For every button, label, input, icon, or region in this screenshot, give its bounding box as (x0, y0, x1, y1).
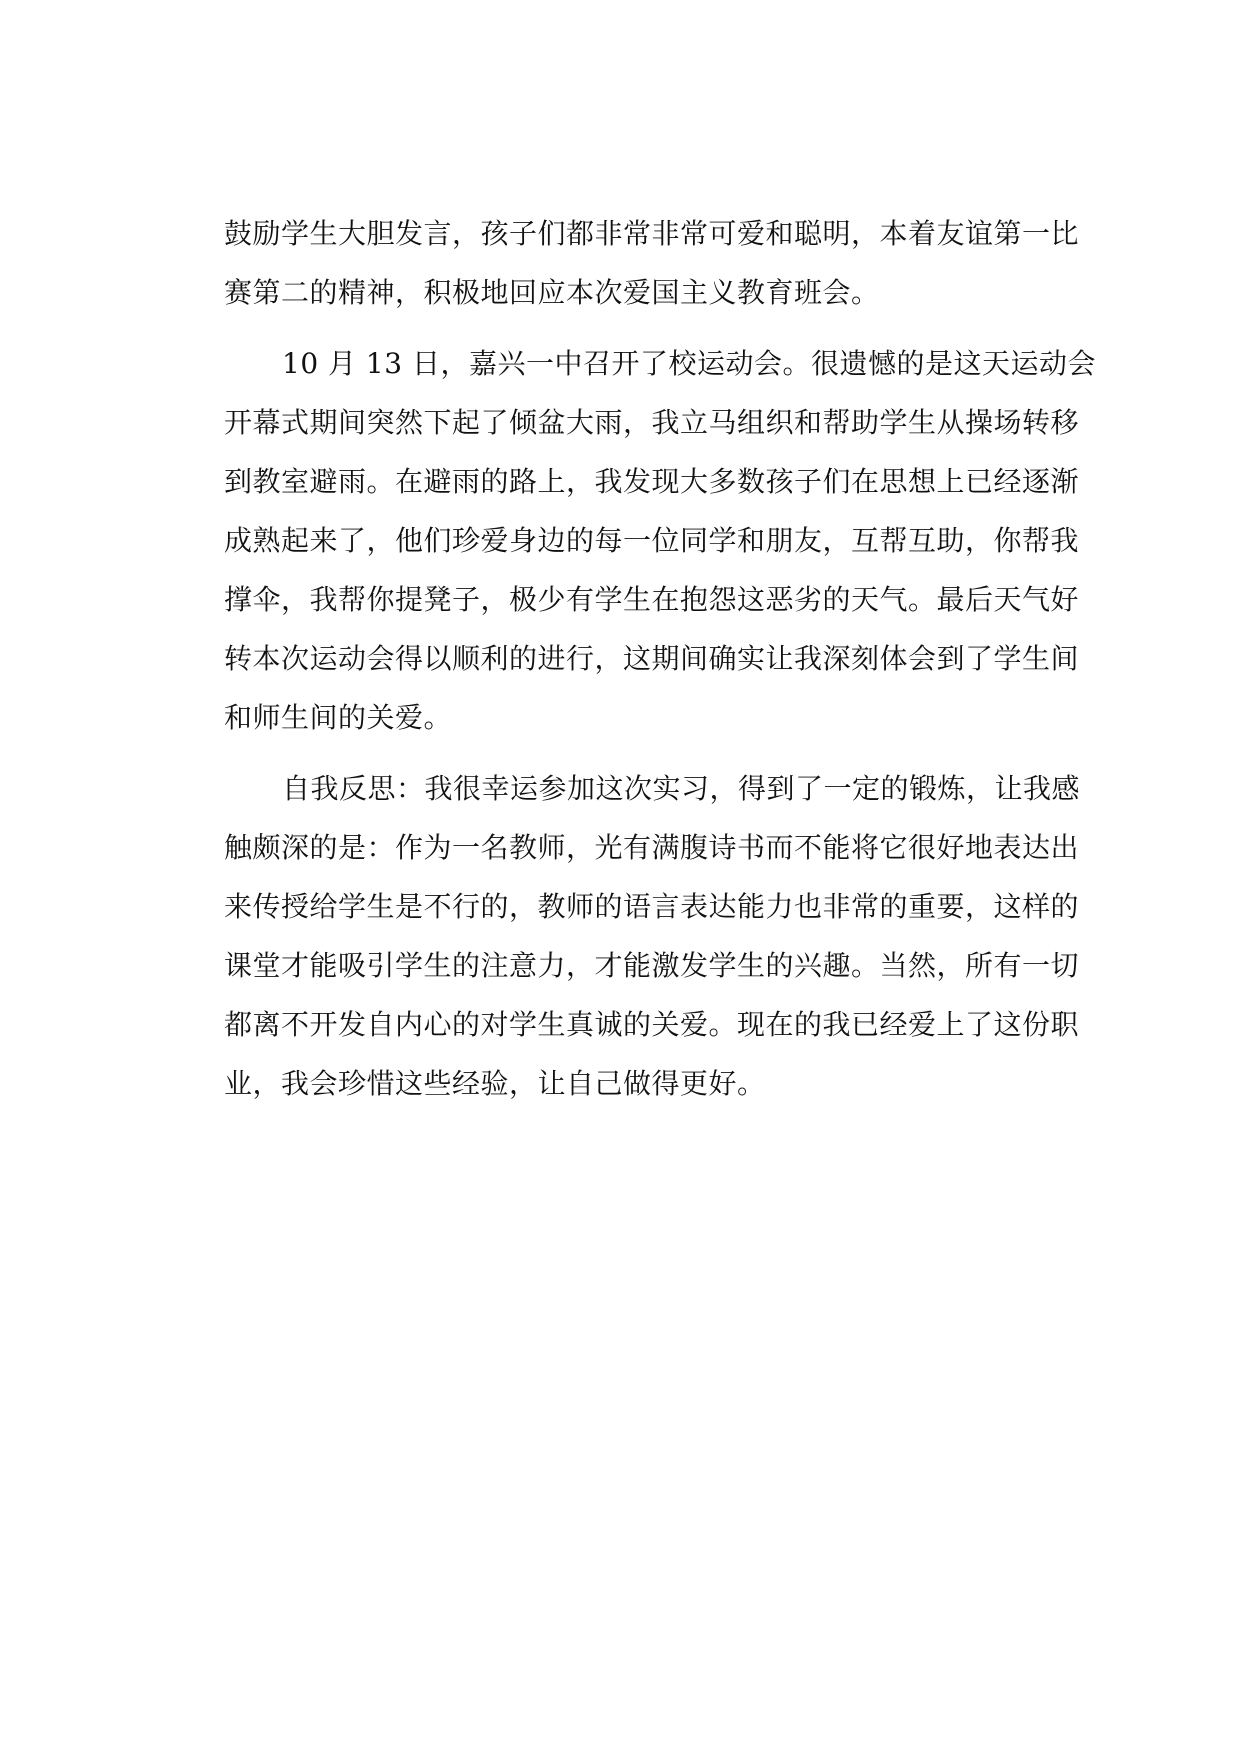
paragraph-spacer (224, 322, 1084, 334)
text-line: 课堂才能吸引学生的注意力，才能激发学生的兴趣。当然，所有一切 (224, 949, 1080, 982)
paragraph-spacer (224, 747, 1084, 759)
text-line: 到教室避雨。在避雨的路上，我发现大多数孩子们在思想上已经逐渐 (224, 465, 1080, 498)
paragraph-2 (224, 334, 1096, 747)
text-line: 开幕式期间突然下起了倾盆大雨，我立马组织和帮助学生从操场转移 (224, 406, 1080, 439)
text-line: 成熟起来了，他们珍爱身边的每一位同学和朋友，互帮互助，你帮我 (224, 524, 1080, 557)
text-line: 鼓励学生大胆发言，孩子们都非常非常可爱和聪明，本着友谊第一比 (224, 217, 1080, 250)
text-line: 都离不开发自内心的对学生真诚的关爱。现在的我已经爱上了这份职 (224, 1008, 1080, 1041)
text-line: 转本次运动会得以顺利的进行，这期间确实让我深刻体会到了学生间 (224, 642, 1080, 675)
text-line: 撑伞，我帮你提凳子，极少有学生在抱怨这恶劣的天气。最后天气好 (224, 583, 1080, 616)
paragraph-1 (224, 204, 1084, 322)
text-line: 自我反思：我很幸运参加这次实习，得到了一定的锻炼，让我感 (282, 772, 1081, 805)
text-line: 赛第二的精神，积极地回应本次爱国主义教育班会。 (224, 276, 880, 309)
text-line: 业，我会珍惜这些经验，让自己做得更好。 (224, 1067, 766, 1100)
text-line: 10 月 13 日，嘉兴一中召开了校运动会。很遗憾的是这天运动会 (282, 347, 1096, 380)
paragraph-3 (224, 759, 1084, 1113)
text-line: 来传授给学生是不行的，教师的语言表达能力也非常的重要，这样的 (224, 890, 1080, 923)
text-line: 触颇深的是：作为一名教师，光有满腹诗书而不能将它很好地表达出 (224, 831, 1080, 864)
document-body (224, 204, 1096, 1113)
text-line: 和师生间的关爱。 (224, 701, 453, 734)
